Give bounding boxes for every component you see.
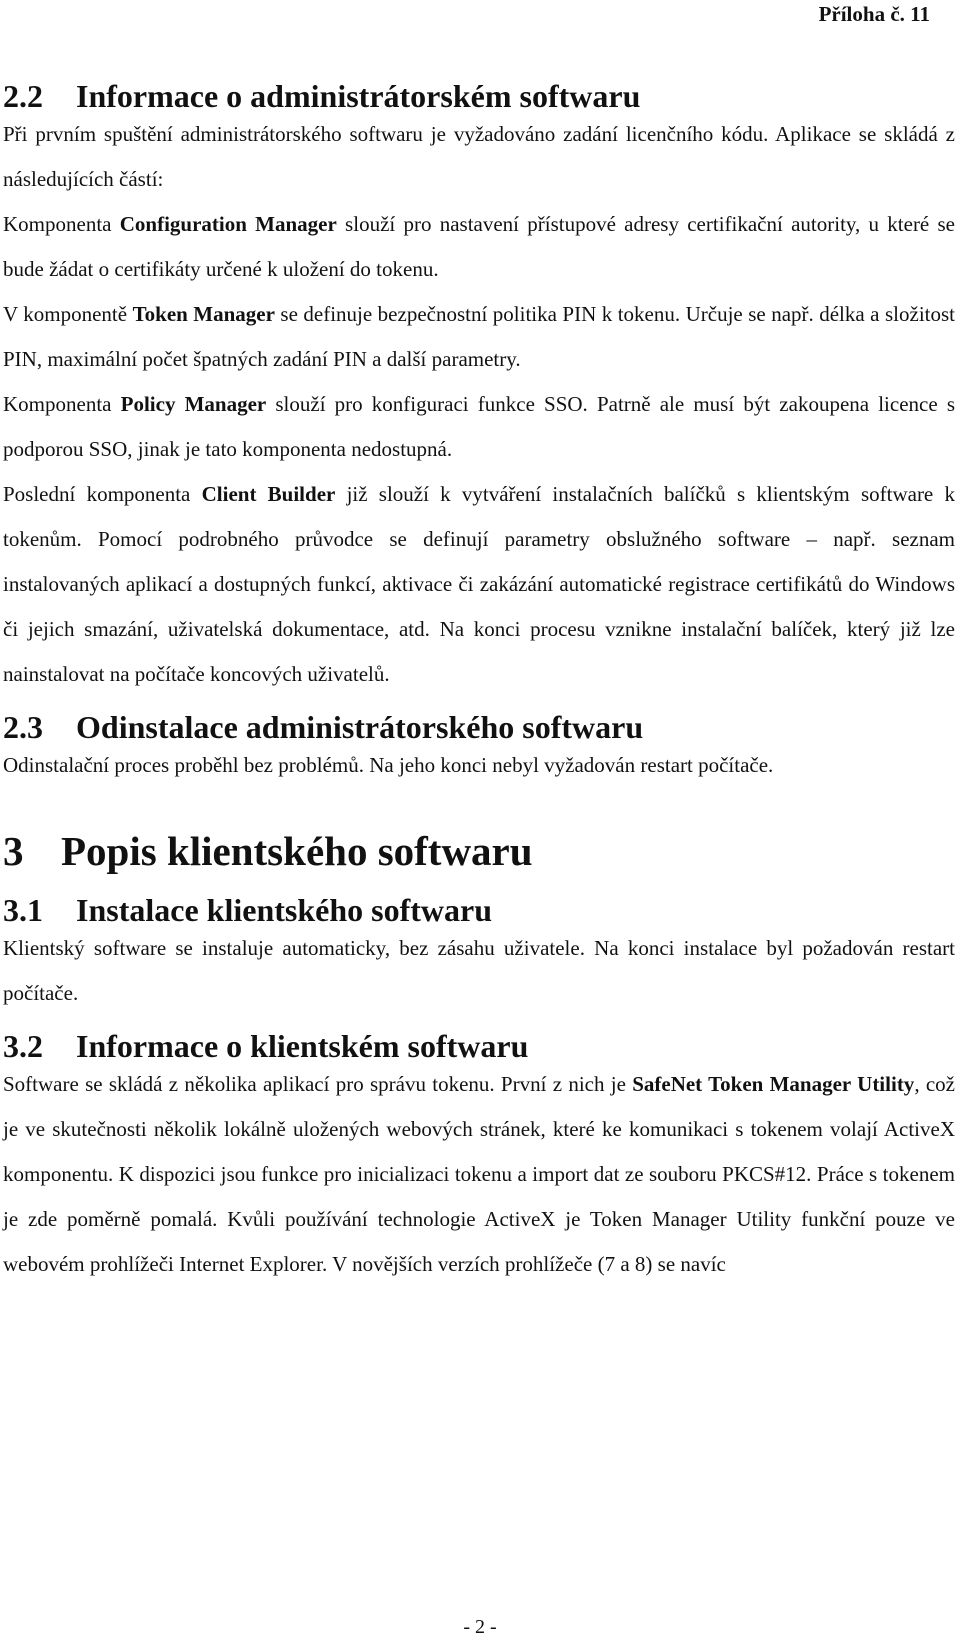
section-number: 2.2 xyxy=(3,78,43,114)
text-run: slouží pro konfiguraci funkce SSO. Patrně ale musí být zakoupena licence s podporou SSO, jinak je tato komponenta nedostupná. xyxy=(3,392,955,461)
section-heading-3-1 xyxy=(3,890,955,930)
text-run: slouží pro nastavení přístupové adresy certifikační autority, u které se bude žádat o certifikáty určené k uložení do tokenu. xyxy=(3,212,955,281)
section-number: 3.2 xyxy=(3,1028,43,1064)
paragraph-client-info xyxy=(3,1062,955,1287)
section-title: Odinstalace administrátorského softwaru xyxy=(76,709,644,745)
text-run: V komponentě xyxy=(3,302,133,326)
chapter-number: 3 xyxy=(3,828,24,874)
chapter-heading-3 xyxy=(3,826,955,876)
paragraph-client-builder xyxy=(3,472,955,697)
section-title: Instalace klientského softwaru xyxy=(76,892,493,928)
paragraph-client-install: Klientský software se instaluje automaticky, bez zásahu uživatele. Na konci instalace byl požadován restart počítače. xyxy=(3,936,955,1005)
text-run: Poslední komponenta xyxy=(3,482,202,506)
paragraph-uninstall: Odinstalační proces proběhl bez problémů. Na jeho konci nebyl vyžadován restart počítače. xyxy=(3,753,774,777)
page-number: - 2 - xyxy=(463,1616,497,1638)
text-run: již slouží k vytváření instalačních balíčků s klientským software k tokenům. Pomocí podrobného průvodce se definují parametry obslužného software – např. seznam instalovaných aplikací a dostupných funkcí, aktivace či zakázání automatické registrace certifikátů do Windows či jejich smazání, uživatelská dokumentace, atd. Na konci procesu vznikne instalační balíček, který již lze nainstalovat na počítače koncových uživatelů. xyxy=(3,482,955,686)
section-title: Informace o klientském softwaru xyxy=(76,1028,529,1064)
paragraph-token-manager xyxy=(3,292,955,382)
bold-term: Client Builder xyxy=(201,482,336,506)
bold-term: Token Manager xyxy=(132,302,275,326)
text-run: Software se skládá z několika aplikací pro správu tokenu. První z nich je xyxy=(3,1072,633,1096)
paragraph-configuration-manager xyxy=(3,202,955,292)
section-heading-2-3 xyxy=(3,707,955,747)
text-run: Komponenta xyxy=(3,392,121,416)
chapter-title: Popis klientského softwaru xyxy=(61,828,533,874)
bold-term: SafeNet Token Manager Utility xyxy=(632,1072,915,1096)
text-run: se definuje bezpečnostní politika PIN k tokenu. Určuje se např. délka a složitost PIN, maximální počet špatných zadání PIN a další parametry. xyxy=(3,302,955,371)
section-title: Informace o administrátorském softwaru xyxy=(76,78,641,114)
text-run: Komponenta xyxy=(3,212,120,236)
paragraph-intro: Při prvním spuštění administrátorského softwaru je vyžadováno zadání licenčního kódu. Aplikace se skládá z následujících částí: xyxy=(3,122,955,191)
text-run: , což je ve skutečnosti několik lokálně uložených webových stránek, které ke komunikaci s tokenem volají ActiveX komponentu. K dispozici jsou funkce pro inicializaci tokenu a import dat ze souboru PKCS#12. Práce s tokenem je zde poměrně pomalá. Kvůli používání technologie ActiveX je Token Manager Utility funkční pouze ve webovém prohlížeči Internet Explorer. V novějších verzích prohlížeče (7 a 8) se navíc xyxy=(3,1072,955,1276)
section-number: 3.1 xyxy=(3,892,43,928)
bold-term: Policy Manager xyxy=(120,392,267,416)
section-heading-2-2 xyxy=(3,76,955,116)
paragraph-policy-manager xyxy=(3,382,955,472)
bold-term: Configuration Manager xyxy=(119,212,337,236)
section-heading-3-2 xyxy=(3,1026,955,1066)
document-body xyxy=(3,76,955,1287)
appendix-label: Příloha č. 11 xyxy=(818,2,930,26)
section-number: 2.3 xyxy=(3,709,43,745)
